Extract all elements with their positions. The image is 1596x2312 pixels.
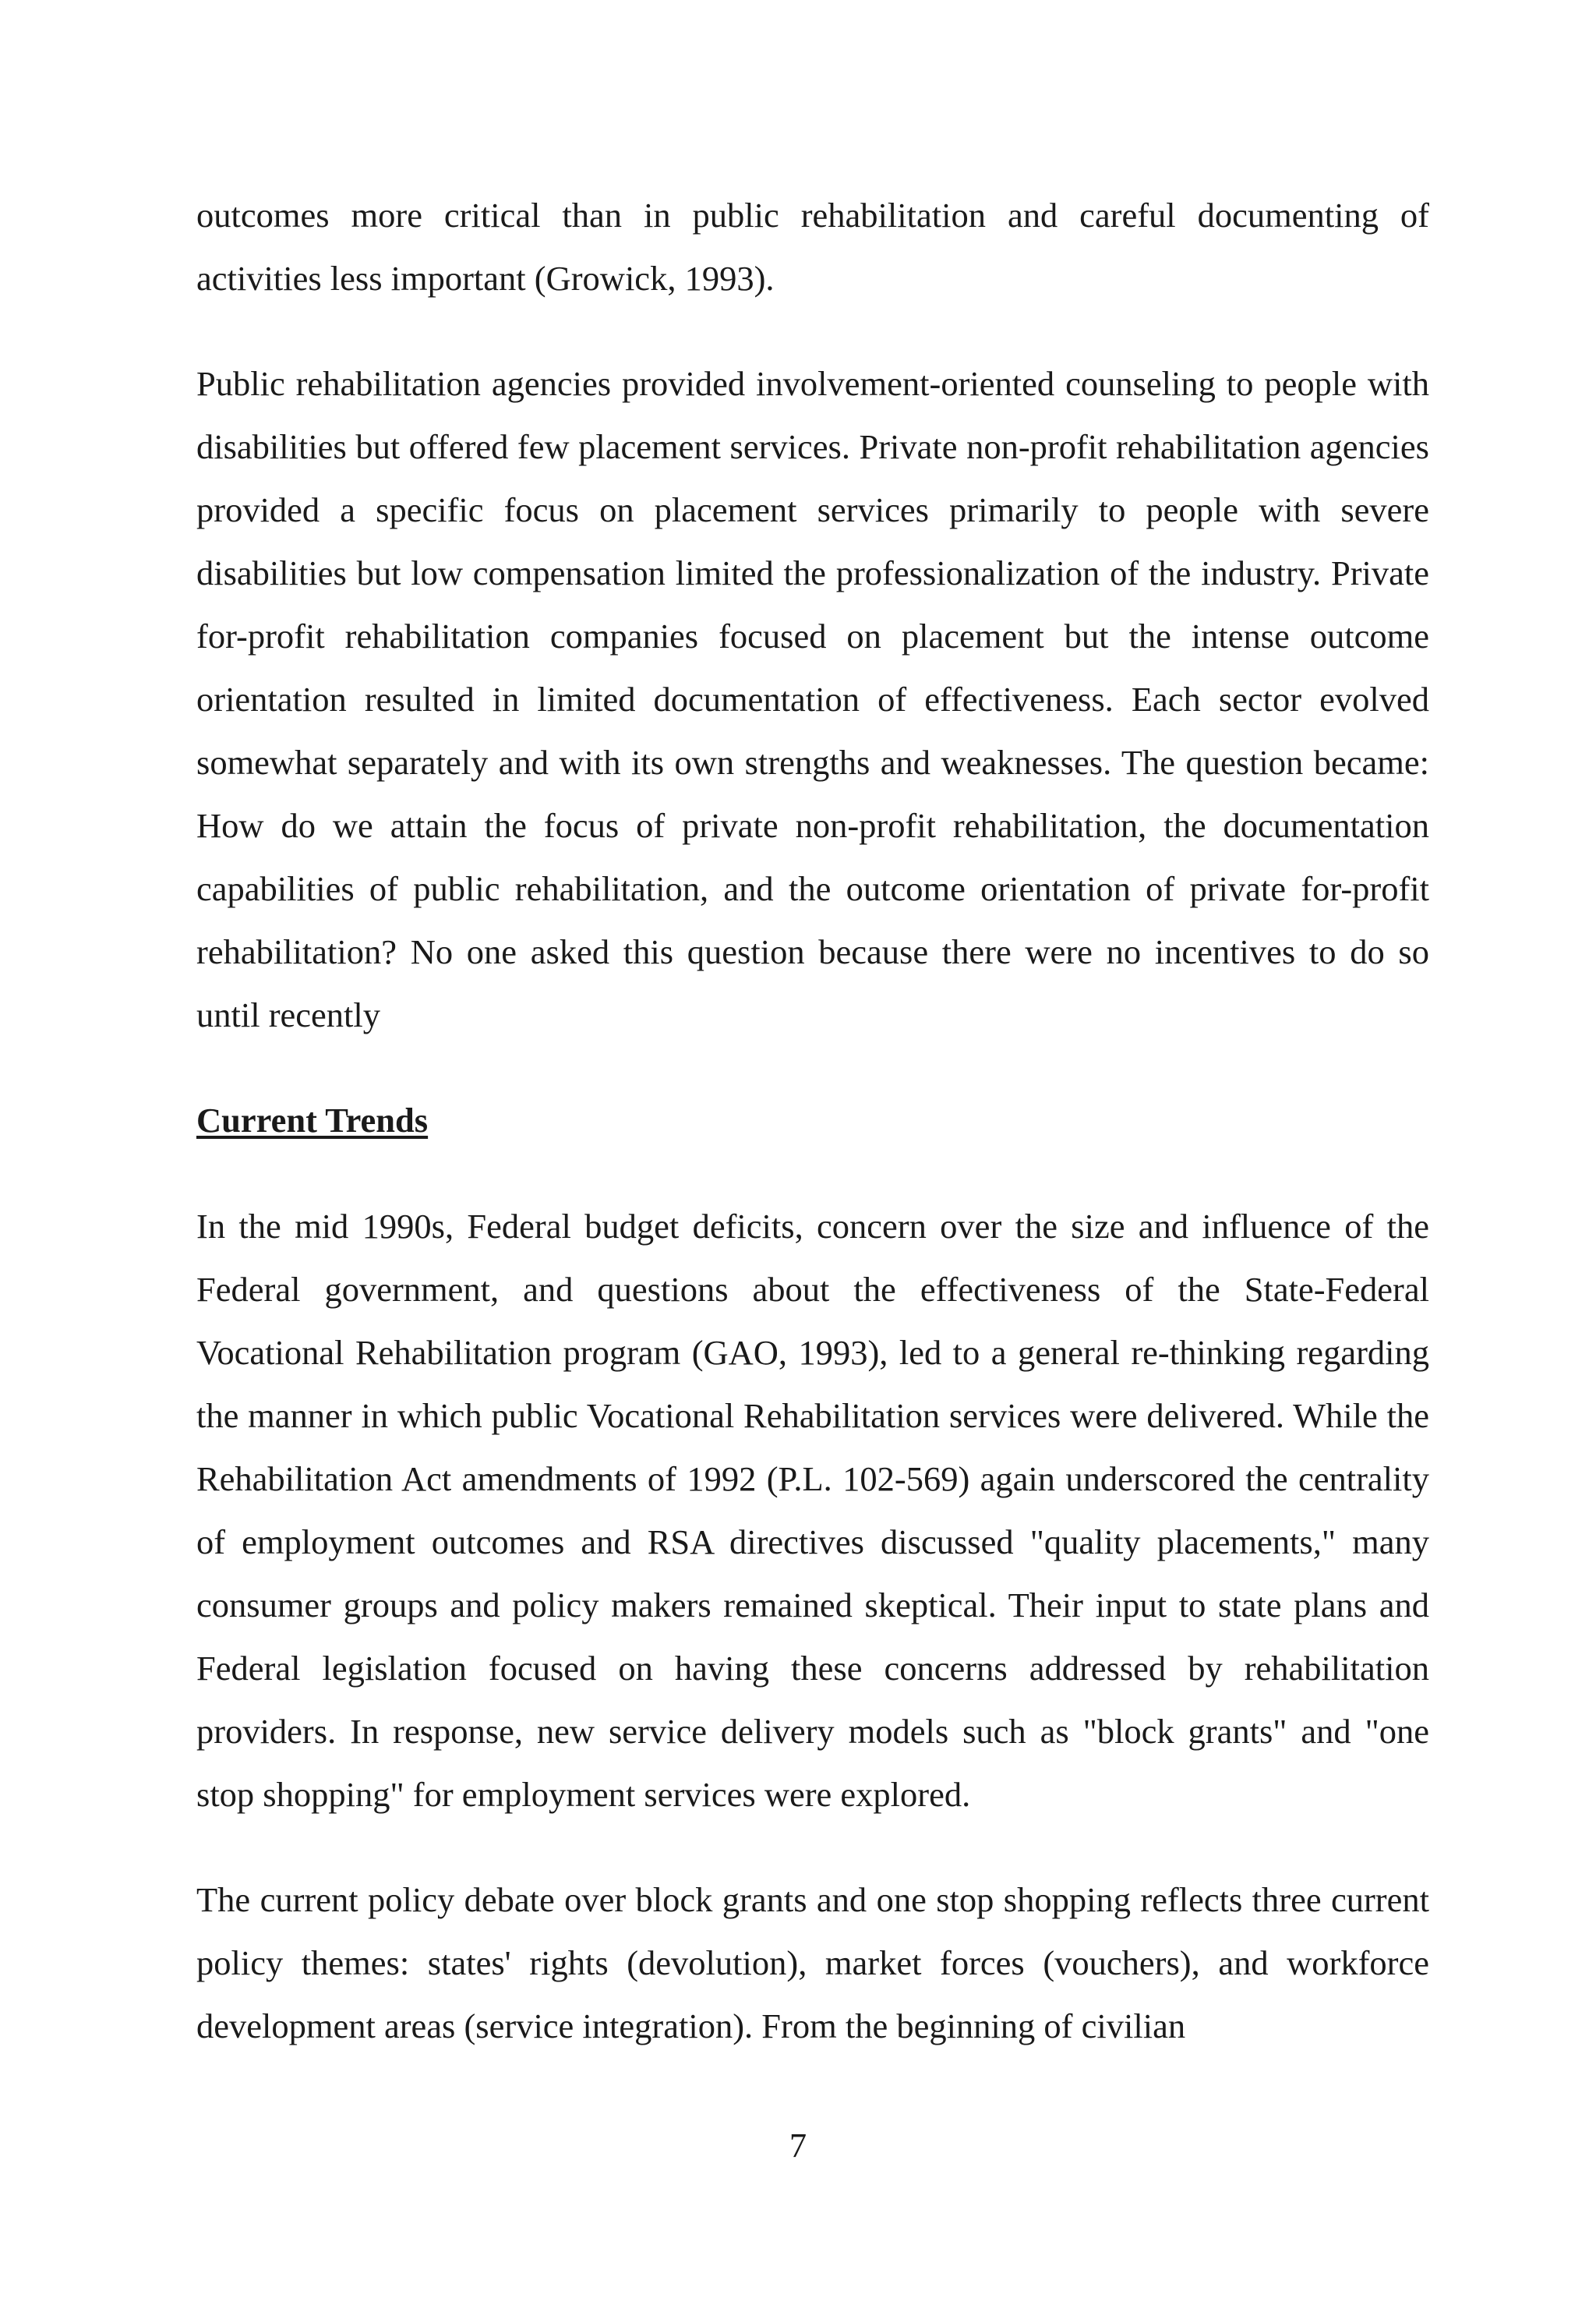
document-body <box>196 184 1429 2058</box>
section-heading-current-trends: Current Trends <box>196 1101 429 1140</box>
paragraph-1: outcomes more critical than in public rehabilitation and careful documenting of activities less important (Growick, 1993). <box>196 196 1429 298</box>
paragraph-3: In the mid 1990s, Federal budget deficits, concern over the size and influence of the Federal government, and questions about the effectiveness of the State-Federal Vocational Rehabilitation program (GAO, 1993), led to a general re-thinking regarding the manner in which public Vocational Rehabilitation services were delivered. While the Rehabilitation Act amendments of 1992 (P.L. 102-569) again underscored the centrality of employment outcomes and RSA directives discussed "quality placements," many consumer groups and policy makers remained skeptical. Their input to state plans and Federal legislation focused on having these concerns addressed by rehabilitation providers. In response, new service delivery models such as "block grants" and "one stop shopping" for employment services were explored. <box>196 1207 1429 1814</box>
page-number: 7 <box>789 2126 807 2165</box>
paragraph-4: The current policy debate over block grants and one stop shopping reflects three current policy themes: states' rights (devolution), market forces (vouchers), and workforce development areas (service integration). From the beginning of civilian <box>196 1880 1429 2045</box>
paragraph-2: Public rehabilitation agencies provided involvement-oriented counseling to people with disabilities but offered few placement services. Private non-profit rehabilitation agencies provided a specific focus on placement services primarily to people with severe disabilities but low compensation limited the professionalization of the industry. Private for-profit rehabilitation companies focused on placement but the intense outcome orientation resulted in limited documentation of effectiveness. Each sector evolved somewhat separately and with its own strengths and weaknesses. The question became: How do we attain the focus of private non-profit rehabilitation, the documentation capabilities of public rehabilitation, and the outcome orientation of private for-profit rehabilitation? No one asked this question because there were no incentives to do so until recently <box>196 364 1429 1034</box>
